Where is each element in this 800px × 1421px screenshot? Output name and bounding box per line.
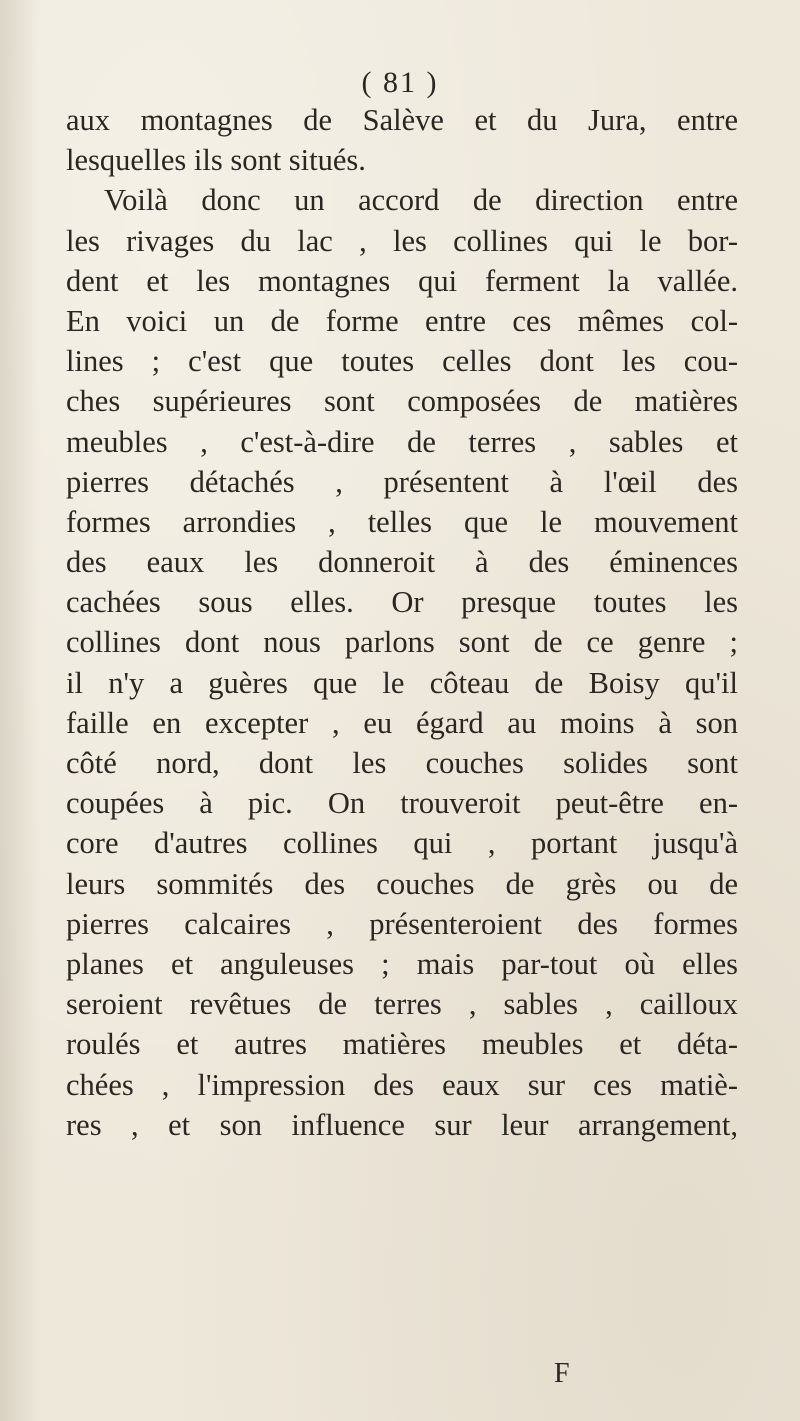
text-line: chées , l'impression des eaux sur ces matiè- (66, 1067, 738, 1102)
text-line: En voici un de forme entre ces mêmes col- (66, 303, 738, 338)
text-line: lines ; c'est que toutes celles dont les cou- (66, 344, 738, 379)
text-line: seroient revêtues de terres , sables , cailloux (66, 987, 738, 1022)
text-line: il n'y a guères que le côteau de Boisy qu'il (66, 665, 738, 700)
text-line: meubles , c'est-à-dire de terres , sables et (66, 424, 738, 459)
text-line: roulés et autres matières meubles et déta- (66, 1027, 738, 1062)
text-line: les rivages du lac , les collines qui le bor- (66, 223, 738, 258)
text-line: côté nord, dont les couches solides sont (66, 746, 738, 780)
text-line: core d'autres collines qui , portant jusqu'à (66, 826, 738, 861)
text-line: planes et anguleuses ; mais par-tout où elles (66, 946, 738, 981)
text-line: dent et les montagnes qui ferment la vallée. (66, 263, 738, 298)
text-line: leurs sommités des couches de grès ou de (66, 866, 738, 901)
binding-shadow (0, 0, 40, 1421)
text-line: Voilà donc un accord de direction entre (104, 183, 738, 218)
text-line: formes arrondies , telles que le mouvement (66, 504, 738, 539)
body-text (66, 100, 738, 1145)
text-line: aux montagnes de Salève et du Jura, entre (66, 103, 738, 137)
signature-mark: F (554, 1358, 570, 1389)
text-line: des eaux les donneroit à des éminences (66, 545, 738, 580)
text-line: collines dont nous parlons sont de ce genre ; (66, 625, 738, 660)
text-line: pierres détachés , présentent à l'œil des (66, 464, 738, 499)
text-line: coupées à pic. On trouveroit peut-être en- (66, 786, 738, 821)
page-number: ( 81 ) (361, 66, 439, 99)
text-line: cachées sous elles. Or presque toutes les (66, 585, 738, 620)
text-line: lesquelles ils sont situés. (66, 143, 366, 178)
text-line: ches supérieures sont composées de matières (66, 384, 738, 419)
text-line: faille en excepter , eu égard au moins à son (66, 705, 738, 740)
text-line: res , et son influence sur leur arrangement, (66, 1107, 738, 1142)
text-line: pierres calcaires , présenteroient des formes (66, 906, 738, 941)
